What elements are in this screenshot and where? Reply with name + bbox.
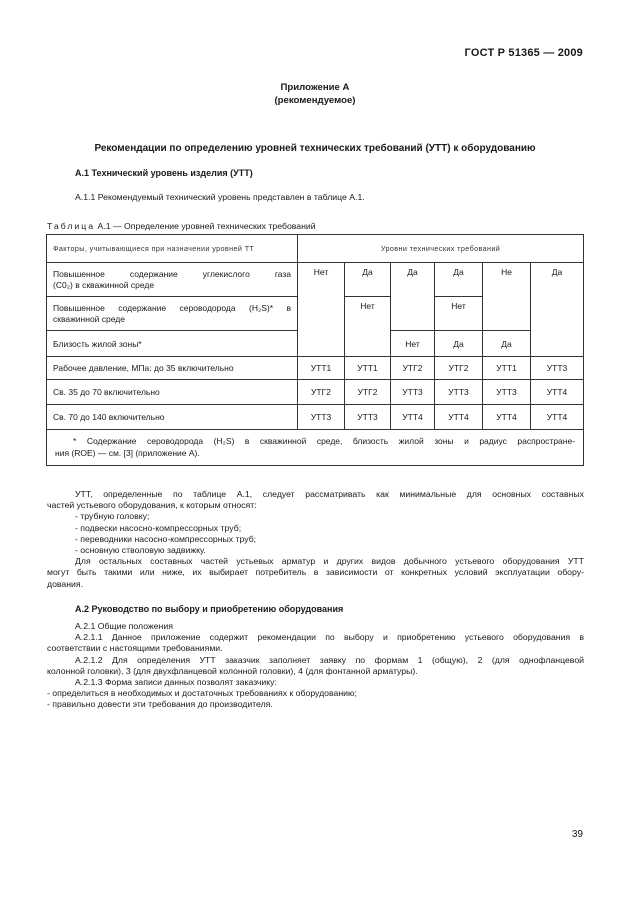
paragraph-line: Для остальных составных частей устьевых арматур и других видов добычного устьевого оборудования УТТ [75,556,584,567]
table-cell: Да [435,263,483,297]
section-a1-paragraph: А.1.1 Рекомендуемый технический уровень представлен в таблице А.1. [75,192,365,202]
factor-label-line: (C0₂) в скважинной среде [53,279,155,290]
appendix-title: Приложение А [280,82,350,93]
paragraph-line: А.2.1.3 Форма записи данных позволят заказчику: [75,677,277,688]
table-cell: Нет [391,331,435,357]
factor-label [47,297,298,331]
paragraph-line: дования. [47,578,84,589]
table-cell: УТТ1 [298,357,345,380]
table-cell: УТГ2 [391,357,435,380]
paragraph-line: могут быть такими или ниже, их выбирает потребитель в зависимости от конкретных условий эксплуатации обору- [47,567,584,578]
paragraph-line: А.2.1.1 Данное приложение содержит рекомендации по выбору и приобретению устьевого оборудования в [75,632,584,643]
footnote-line: * Содержание сероводорода (H₂S) в скважинной среде, близость жилой зоны и радиус распростране- [73,436,576,446]
factor-label-line: Повышенное содержание сероводорода (H₂S)* в [53,302,291,313]
list-item: - переводники насосно-компрессорных труб; [75,533,257,544]
section-a1-heading: А.1 Технический уровень изделия (УТТ) [75,168,253,178]
header-levels: Уровни технических требований [298,235,584,263]
table-footnote [47,430,584,466]
table-cell: Нет [298,263,345,357]
table-cell: УТТ3 [531,357,584,380]
list-item: - трубную головку; [75,511,150,522]
table-row [47,263,584,297]
table-cell: УТГ2 [298,380,345,405]
appendix-subtitle: (рекомендуемое) [274,94,356,106]
table-row [47,405,584,430]
list-item: - основную стволовую задвижку. [75,545,206,556]
table-caption-text: А.1 — Определение уровней технических требований [97,221,316,231]
table-cell: Да [483,331,531,357]
table-cell: УТТ4 [435,405,483,430]
requirements-table [46,234,584,466]
page-number: 39 [571,829,583,840]
list-item: - правильно довести эти требования до производителя. [47,699,273,710]
table-cell: УТТ3 [298,405,345,430]
table-cell: УТТ3 [435,380,483,405]
paragraph-line: А.2.1 Общие положения [75,621,173,631]
appendix-heading [0,82,630,107]
pressure-label: Св. 35 до 70 включительно [47,380,298,405]
table-cell: УТТ3 [345,405,391,430]
table-cell: УТТ4 [531,380,584,405]
list-item: - определиться в необходимых и достаточных требованиях к оборудованию; [47,688,357,699]
table-cell: УТТ3 [391,380,435,405]
paragraph-line: УТТ, определенные по таблице А.1, следует рассматривать как минимальные для основных составных [75,489,584,499]
standard-number: ГОСТ Р 51365 — 2009 [464,47,583,59]
table-row [47,380,584,405]
table-cell: УТТ4 [391,405,435,430]
table-cell: Нет [435,297,483,331]
factor-label-line: скважинной среде [53,313,125,324]
table-caption-prefix: Таблица [47,221,96,231]
table-cell: УТГ2 [435,357,483,380]
table-cell: Не [483,263,531,331]
table-cell: УТТ1 [345,357,391,380]
main-title: Рекомендации по определению уровней технических требований (УТТ) к оборудованию [94,143,536,154]
pressure-label: Рабочее давление, МПа: до 35 включительно [47,357,298,380]
table-cell: УТТ3 [483,380,531,405]
table-cell: Нет [345,297,391,357]
table-cell: Да [391,263,435,331]
paragraph-line: соответствии с настоящими требованиями. [47,643,223,654]
table-row [47,357,584,380]
factor-label-line: Повышенное содержание углекислого газа [53,268,291,279]
factor-label: Близость жилой зоны* [47,331,298,357]
table-cell: Да [345,263,391,297]
table-cell: УТТ4 [531,405,584,430]
paragraph-line: колонной головки), 3 (для двухфланцевой колонной головки), 4 (для фонтанной арматуры). [47,665,418,676]
paragraph-line: частей устьевого оборудования, к которым относят: [47,500,257,511]
table-cell: УТТ1 [483,357,531,380]
table-footnote-row [47,430,584,466]
table-cell: УТТ4 [483,405,531,430]
section-a2-text [47,621,584,711]
table-cell: Да [435,331,483,357]
table-cell: Да [531,263,584,357]
body-text [47,489,584,590]
pressure-label: Св. 70 до 140 включительно [47,405,298,430]
paragraph-line: А.2.1.2 Для определения УТТ заказчик заполняет заявку по формам 1 (общую), 2 (для однофланцевой [75,654,584,665]
footnote-line: ния (ROE) — см. [3] (приложение А). [55,447,200,458]
header-factors: Факторы, учитывающиеся при назначении уровней ТТ [47,235,298,263]
factor-label [47,263,298,297]
section-a2-heading: А.2 Руководство по выбору и приобретению оборудования [75,604,344,614]
list-item: - подвески насосно-компрессорных труб; [75,522,242,533]
table-cell: УТГ2 [345,380,391,405]
table-caption [47,221,316,231]
table-header-row [47,235,584,263]
